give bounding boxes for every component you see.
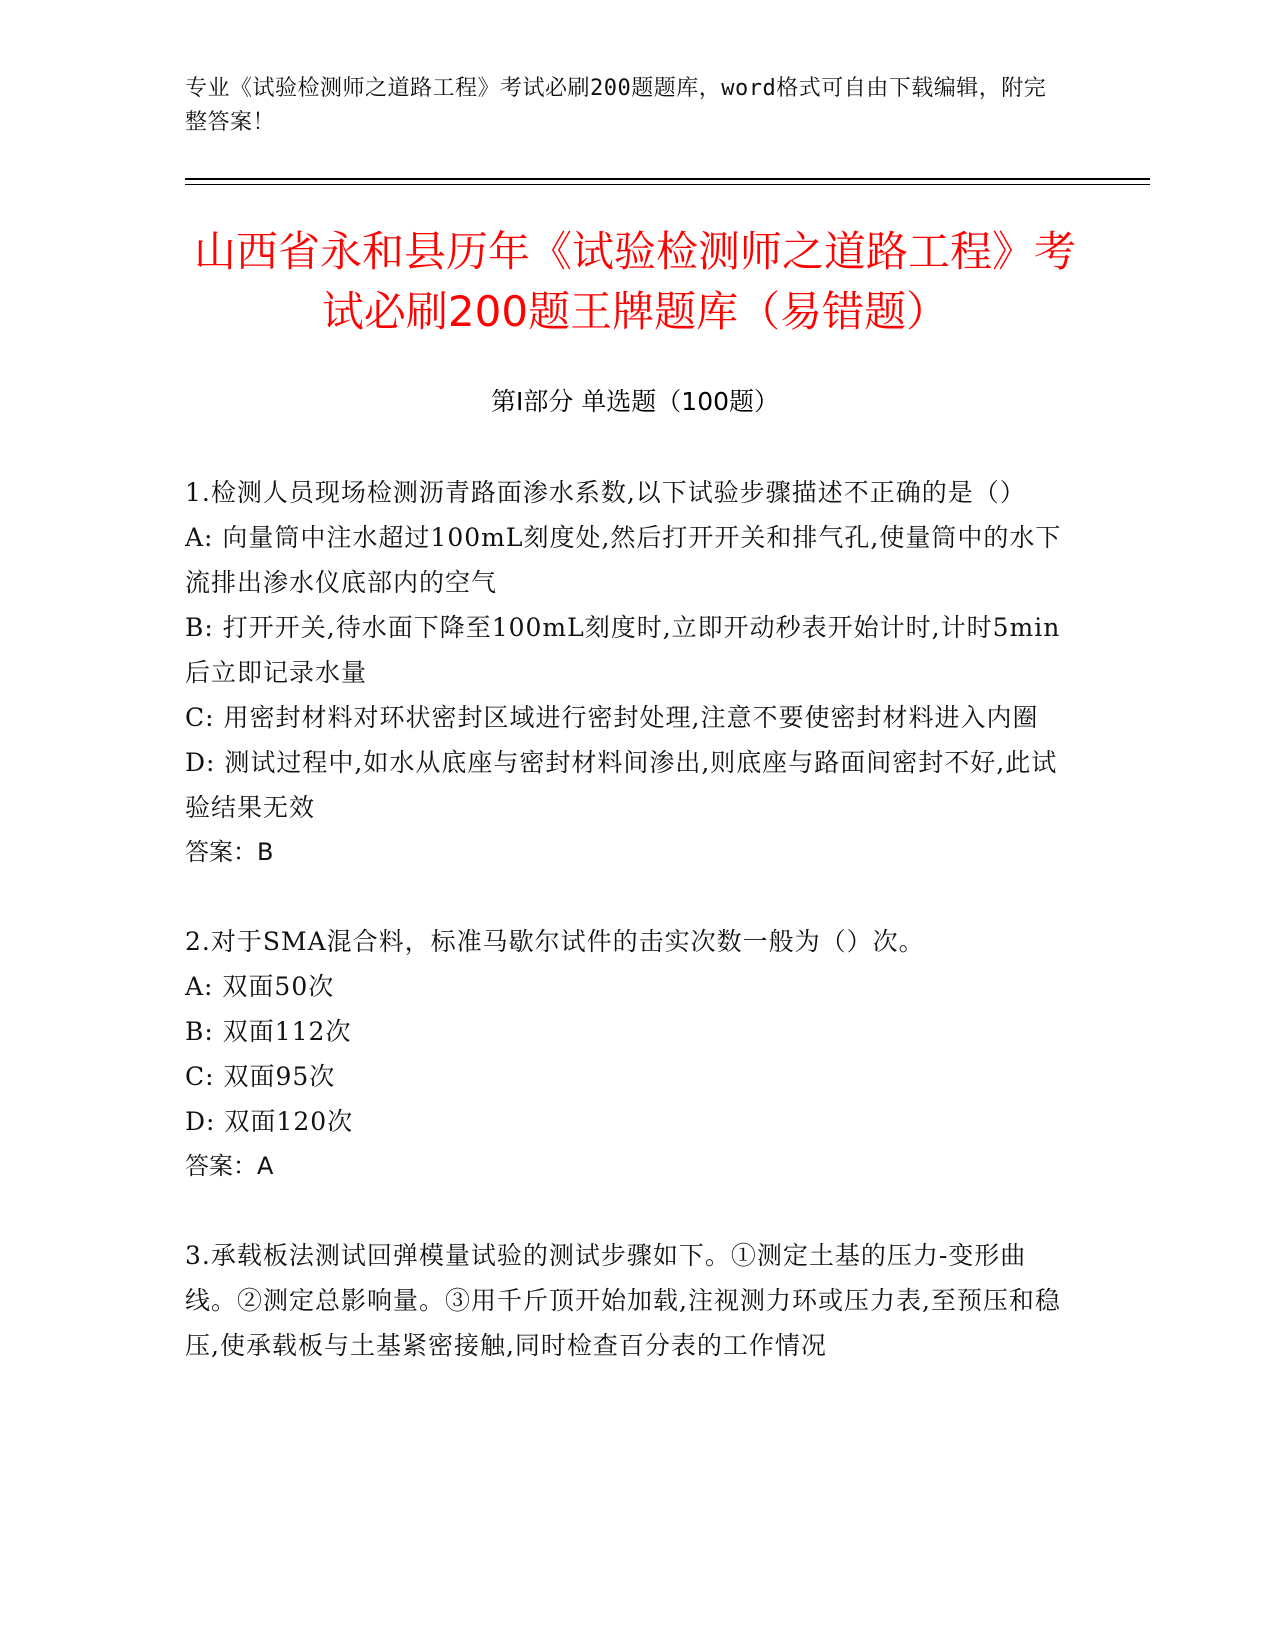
question-stem: 1.检测人员现场检测沥青路面渗水系数,以下试验步骤描述不正确的是（） — [185, 478, 1026, 507]
option-a: A: 双面50次 — [185, 972, 335, 1001]
header-rule-thick — [185, 178, 1150, 180]
option-d: D: 双面120次 — [185, 1107, 354, 1136]
answer-line: 答案：A — [185, 1152, 274, 1180]
question-list — [185, 470, 1065, 1412]
option-b: B: 双面112次 — [185, 1017, 352, 1046]
option-c: C: 双面95次 — [185, 1062, 336, 1091]
question-stem: 2.对于SMA混合料，标准马歇尔试件的击实次数一般为（）次。 — [185, 927, 925, 956]
option-b: B: 打开开关,待水面下降至100mL刻度时,立即开动秒表开始计时,计时5min后立即记录水量 — [185, 613, 1061, 687]
header-note: 专业《试验检测师之道路工程》考试必刷200题题库，word格式可自由下载编辑，附完整答案！ — [185, 76, 1047, 135]
option-c: C: 用密封材料对环状密封区域进行密封处理,注意不要使密封材料进入内圈 — [185, 703, 1039, 732]
document-title: 山西省永和县历年《试验检测师之道路工程》考试必刷200题王牌题库（易错题） — [193, 227, 1076, 336]
section-heading: 第Ⅰ部分 单选题（100题） — [490, 387, 780, 416]
question-item — [185, 1233, 1065, 1368]
option-a: A: 向量筒中注水超过100mL刻度处,然后打开开关和排气孔,使量筒中的水下流排出渗水仪底部内的空气 — [185, 523, 1062, 597]
question-stem: 3.承载板法测试回弹模量试验的测试步骤如下。①测定土基的压力-变形曲线。②测定总影响量。③用千斤顶开始加载,注视测力环或压力表,至预压和稳压,使承载板与土基紧密接触,同时检查百分表的工作情况 — [185, 1241, 1061, 1360]
answer-line: 答案：B — [185, 838, 274, 866]
question-item — [185, 919, 1065, 1189]
option-d: D: 测试过程中,如水从底座与密封材料间渗出,则底座与路面间密封不好,此试验结果无效 — [185, 748, 1058, 822]
question-item — [185, 470, 1065, 875]
header-rule-thin — [185, 184, 1150, 185]
